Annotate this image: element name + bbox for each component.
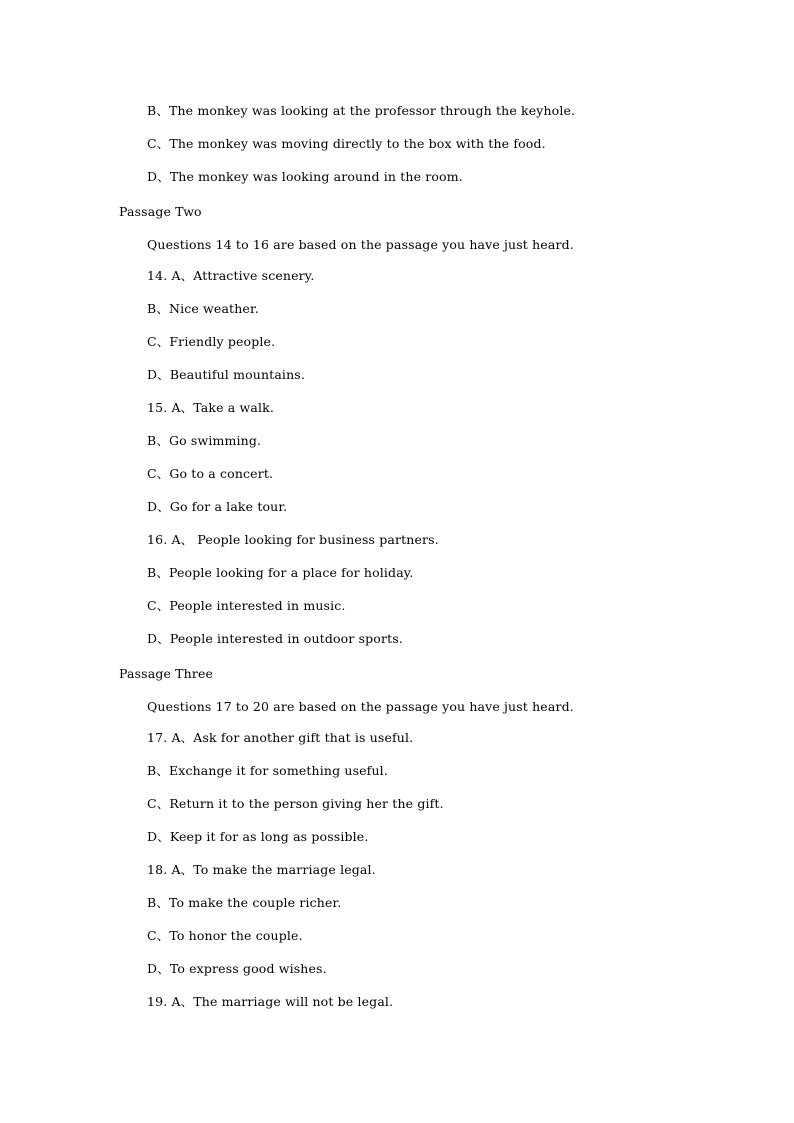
question-15-option-b: B、Go swimming. — [147, 433, 262, 448]
question-15-option-a: 15. A、Take a walk. — [147, 400, 274, 415]
question-18-option-d: D、To express good wishes. — [147, 961, 327, 976]
passage-two-heading: Passage Two — [119, 204, 202, 219]
question-15-option-c: C、Go to a concert. — [147, 466, 274, 481]
question-17-option-a: 17. A、Ask for another gift that is useful. — [147, 730, 414, 745]
question-18-option-c: C、To honor the couple. — [147, 928, 303, 943]
question-14-option-d: D、Beautiful mountains. — [147, 367, 305, 382]
question-16-option-a: 16. A、 People looking for business partners. — [147, 532, 439, 547]
question-17-option-c: C、Return it to the person giving her the gift. — [147, 796, 444, 811]
option-line-c-monkey-box: C、The monkey was moving directly to the box with the food. — [147, 136, 546, 151]
option-line-b-monkey-keyhole: B、The monkey was looking at the professor through the keyhole. — [147, 103, 576, 118]
question-16-option-d: D、People interested in outdoor sports. — [147, 631, 403, 646]
option-line-d-monkey-room: D、The monkey was looking around in the room. — [147, 169, 463, 184]
passage-three-instructions: Questions 17 to 20 are based on the passage you have just heard. — [147, 699, 574, 714]
passage-three-heading: Passage Three — [119, 666, 214, 681]
question-16-option-b: B、People looking for a place for holiday. — [147, 565, 414, 580]
question-19-option-a: 19. A、The marriage will not be legal. — [147, 994, 394, 1009]
question-15-option-d: D、Go for a lake tour. — [147, 499, 288, 514]
question-18-option-a: 18. A、To make the marriage legal. — [147, 862, 376, 877]
passage-two-instructions: Questions 14 to 16 are based on the passage you have just heard. — [147, 237, 574, 252]
question-14-option-c: C、Friendly people. — [147, 334, 276, 349]
question-14-option-b: B、Nice weather. — [147, 301, 259, 316]
question-18-option-b: B、To make the couple richer. — [147, 895, 342, 910]
question-17-option-b: B、Exchange it for something useful. — [147, 763, 388, 778]
question-16-option-c: C、People interested in music. — [147, 598, 346, 613]
question-14-option-a: 14. A、Attractive scenery. — [147, 268, 315, 283]
question-17-option-d: D、Keep it for as long as possible. — [147, 829, 369, 844]
